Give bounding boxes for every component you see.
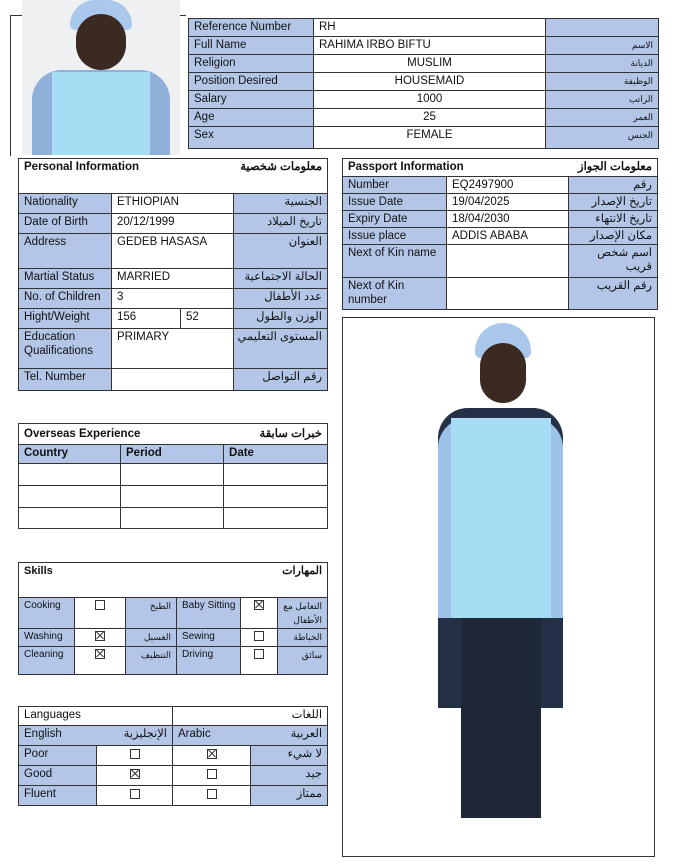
col-period: Period xyxy=(121,445,224,464)
summary-row xyxy=(189,73,659,91)
summary-value: FEMALE xyxy=(314,127,546,149)
passport-row xyxy=(343,278,658,310)
col-date: Date xyxy=(224,445,328,464)
summary-label-ar: الديانة xyxy=(546,55,659,73)
passport-value: ADDIS ABABA xyxy=(447,228,569,245)
summary-label: Position Desired xyxy=(189,73,314,91)
skill-checkbox[interactable] xyxy=(254,631,264,641)
passport-row xyxy=(343,228,658,245)
summary-label: Salary xyxy=(189,91,314,109)
language-level-label: Good xyxy=(19,766,97,786)
arabic-label-ar: العربية xyxy=(251,726,328,746)
english-label: English xyxy=(19,726,97,746)
summary-value: MUSLIM xyxy=(314,55,546,73)
personal-label-ar: الجنسية xyxy=(234,194,328,214)
personal-label-ar: رقم التواصل xyxy=(234,369,328,391)
english-checkbox[interactable] xyxy=(130,769,140,779)
personal-label: Tel. Number xyxy=(19,369,112,391)
passport-row xyxy=(343,194,658,211)
personal-label-ar: تاريخ الميلاد xyxy=(234,214,328,234)
passport-value: EQ2497900 xyxy=(447,177,569,194)
personal-label-ar: عدد الأطفال xyxy=(234,289,328,309)
personal-row xyxy=(19,194,328,214)
passport-label-ar: رقم القريب xyxy=(569,278,658,310)
skills-row xyxy=(19,598,328,629)
personal-label: Martial Status xyxy=(19,269,112,289)
summary-label: Religion xyxy=(189,55,314,73)
arabic-checkbox[interactable] xyxy=(207,789,217,799)
passport-value xyxy=(447,278,569,310)
summary-label-ar: العمر xyxy=(546,109,659,127)
summary-label: Sex xyxy=(189,127,314,149)
skills-row xyxy=(19,647,328,675)
language-row xyxy=(19,786,328,806)
personal-row xyxy=(19,234,328,269)
skill-label-ar: التعامل مع الأطفال xyxy=(278,598,328,629)
skill-checkbox[interactable] xyxy=(254,649,264,659)
personal-value xyxy=(112,369,234,391)
summary-value: RAHIMA IRBO BIFTU xyxy=(314,37,546,55)
personal-label-ar: المستوى التعليمي xyxy=(234,329,328,369)
summary-label-ar: الجنس xyxy=(546,127,659,149)
skill-label-ar: سائق xyxy=(278,647,328,675)
passport-value xyxy=(447,245,569,278)
personal-row xyxy=(19,309,328,329)
personal-row xyxy=(19,369,328,391)
summary-table xyxy=(188,18,659,149)
passport-label-ar: رقم xyxy=(569,177,658,194)
passport-label-ar: تاريخ الإصدار xyxy=(569,194,658,211)
summary-value: HOUSEMAID xyxy=(314,73,546,91)
personal-label: No. of Children xyxy=(19,289,112,309)
skill-checkbox[interactable] xyxy=(254,600,264,610)
summary-row xyxy=(189,109,659,127)
overseas-title: Overseas Experience xyxy=(19,424,224,445)
passport-row xyxy=(343,177,658,194)
language-level-label-ar: ممتاز xyxy=(251,786,328,806)
passport-label: Issue place xyxy=(343,228,447,245)
summary-label-ar: الاسم xyxy=(546,37,659,55)
english-checkbox[interactable] xyxy=(130,789,140,799)
personal-row xyxy=(19,329,328,369)
passport-label: Expiry Date xyxy=(343,211,447,228)
passport-label-ar: تاريخ الانتهاء xyxy=(569,211,658,228)
personal-information-table xyxy=(18,158,328,391)
personal-label: Education Qualifications xyxy=(19,329,112,369)
overseas-experience-table xyxy=(18,423,328,529)
summary-row xyxy=(189,91,659,109)
english-label-ar: الإنجليزية xyxy=(97,726,173,746)
personal-row xyxy=(19,214,328,234)
skill-label-ar: الخياطة xyxy=(278,629,328,647)
english-checkbox[interactable] xyxy=(130,749,140,759)
languages-title: Languages xyxy=(19,707,173,726)
candidate-portrait-photo xyxy=(22,0,180,155)
personal-title-ar: معلومات شخصية xyxy=(181,159,328,194)
personal-label-ar: الوزن والطول xyxy=(234,309,328,329)
summary-row xyxy=(189,37,659,55)
personal-label-ar: العنوان xyxy=(234,234,328,269)
skill-checkbox[interactable] xyxy=(95,600,105,610)
passport-label-ar: مكان الإصدار xyxy=(569,228,658,245)
table-row xyxy=(19,464,328,486)
skill-label: Baby Sitting xyxy=(177,598,241,629)
summary-row xyxy=(189,127,659,149)
skill-label-ar: الطبخ xyxy=(126,598,177,629)
personal-row xyxy=(19,289,328,309)
passport-label: Issue Date xyxy=(343,194,447,211)
summary-row xyxy=(189,19,659,37)
personal-value: ETHIOPIAN xyxy=(112,194,234,214)
summary-label: Reference Number xyxy=(189,19,314,37)
passport-label: Number xyxy=(343,177,447,194)
passport-title-ar: معلومات الجواز xyxy=(569,159,658,177)
personal-value: 20/12/1999 xyxy=(112,214,234,234)
skills-title: Skills xyxy=(19,563,177,598)
table-row xyxy=(19,508,328,529)
summary-label-ar: الراتب xyxy=(546,91,659,109)
skill-checkbox[interactable] xyxy=(95,649,105,659)
personal-label: Date of Birth xyxy=(19,214,112,234)
skills-title-ar: المهارات xyxy=(177,563,328,598)
personal-label: Address xyxy=(19,234,112,269)
language-row xyxy=(19,766,328,786)
personal-label: Nationality xyxy=(19,194,112,214)
skill-label: Cooking xyxy=(19,598,75,629)
personal-label: Hight/Weight xyxy=(19,309,112,329)
summary-value: RH xyxy=(314,19,546,37)
personal-value: GEDEB HASASA xyxy=(112,234,234,269)
passport-value: 19/04/2025 xyxy=(447,194,569,211)
languages-title-ar: اللغات xyxy=(173,707,328,726)
arabic-label: Arabic xyxy=(173,726,251,746)
summary-value: 25 xyxy=(314,109,546,127)
passport-label: Next of Kin number xyxy=(343,278,447,310)
summary-label: Full Name xyxy=(189,37,314,55)
col-country: Country xyxy=(19,445,121,464)
summary-row xyxy=(189,55,659,73)
skills-table xyxy=(18,562,328,675)
language-row xyxy=(19,746,328,766)
passport-label-ar: اسم شخص قريب xyxy=(569,245,658,278)
summary-label: Age xyxy=(189,109,314,127)
personal-value: MARRIED xyxy=(112,269,234,289)
language-level-label-ar: لا شيء xyxy=(251,746,328,766)
skill-label: Driving xyxy=(177,647,241,675)
passport-value: 18/04/2030 xyxy=(447,211,569,228)
personal-value-2: 52 xyxy=(181,309,234,329)
skill-checkbox[interactable] xyxy=(95,631,105,641)
skill-label-ar: التنظيف xyxy=(126,647,177,675)
passport-information-table xyxy=(342,158,658,310)
skill-label: Washing xyxy=(19,629,75,647)
skills-row xyxy=(19,629,328,647)
languages-table xyxy=(18,706,328,806)
summary-label-ar: الوظيفة xyxy=(546,73,659,91)
personal-row xyxy=(19,269,328,289)
language-level-label-ar: جيد xyxy=(251,766,328,786)
passport-label: Next of Kin name xyxy=(343,245,447,278)
language-level-label: Fluent xyxy=(19,786,97,806)
personal-value: PRIMARY xyxy=(112,329,234,369)
personal-title: Personal Information xyxy=(19,159,181,194)
personal-label-ar: الحالة الاجتماعية xyxy=(234,269,328,289)
skill-label-ar: الغسيل xyxy=(126,629,177,647)
arabic-checkbox[interactable] xyxy=(207,749,217,759)
table-row xyxy=(19,486,328,508)
overseas-title-ar: خبرات سابقة xyxy=(224,424,328,445)
passport-row xyxy=(343,245,658,278)
skill-label: Sewing xyxy=(177,629,241,647)
candidate-full-body-photo xyxy=(342,317,655,857)
personal-value: 156 xyxy=(112,309,181,329)
personal-value: 3 xyxy=(112,289,234,309)
passport-row xyxy=(343,211,658,228)
summary-label-ar xyxy=(546,19,659,37)
language-level-label: Poor xyxy=(19,746,97,766)
summary-value: 1000 xyxy=(314,91,546,109)
passport-title: Passport Information xyxy=(343,159,569,177)
arabic-checkbox[interactable] xyxy=(207,769,217,779)
skill-label: Cleaning xyxy=(19,647,75,675)
